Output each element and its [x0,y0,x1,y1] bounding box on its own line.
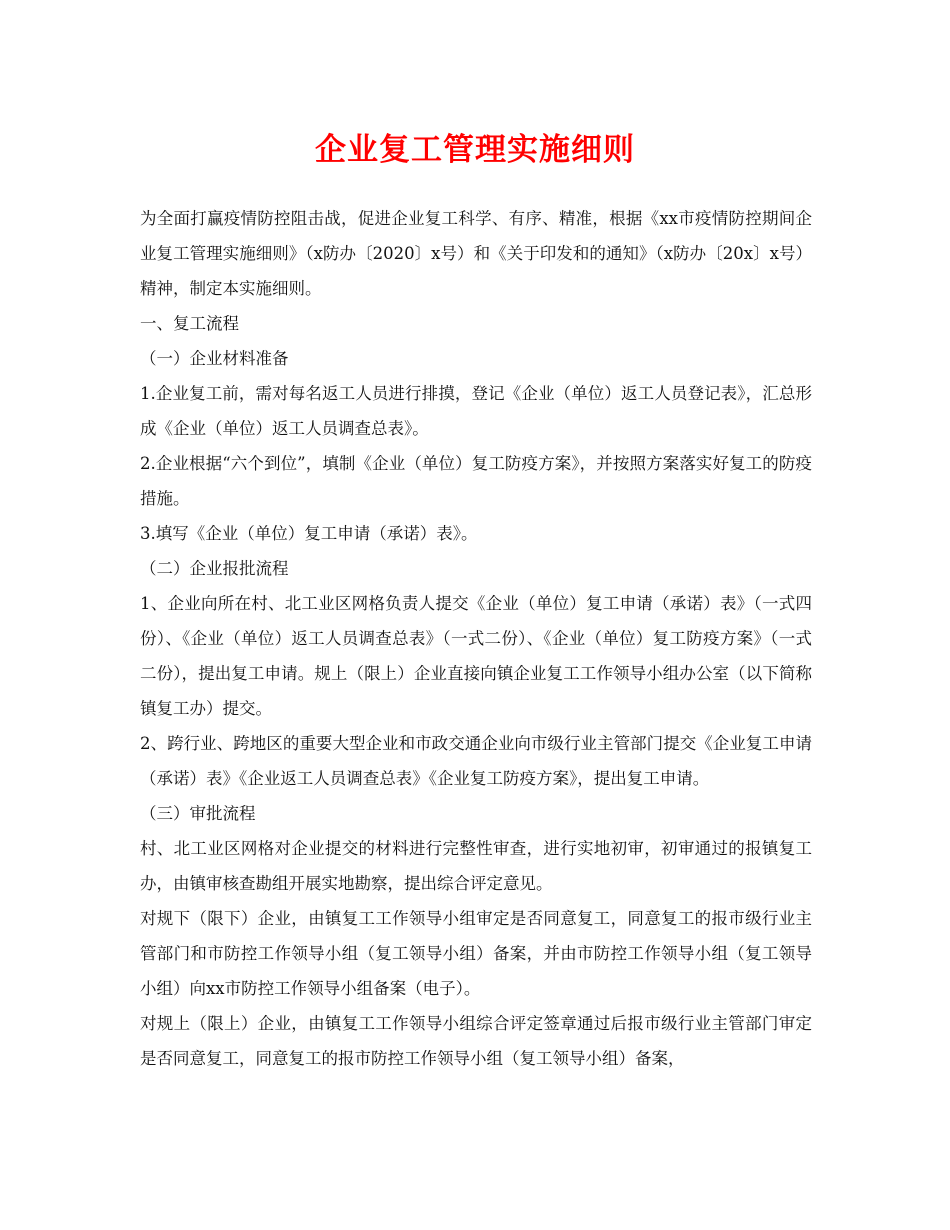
body-paragraph: 对规上（限上）企业，由镇复工工作领导小组综合评定签章通过后报市级行业主管部门审定是否同意复工，同意复工的报市防控工作领导小组（复工领导小组）备案， [140,1014,812,1068]
subsection-heading: （三）审批流程 [140,804,256,823]
list-item: 2.企业根据“六个到位”，填制《企业（单位）复工防疫方案》，并按照方案落实好复工的防疫措施。 [140,454,812,508]
body-paragraph: 村、北工业区网格对企业提交的材料进行完整性审查，进行实地初审，初审通过的报镇复工办，由镇审核查勘组开展实地勘察，提出综合评定意见。 [140,839,812,893]
subsection-heading: （一）企业材料准备 [140,349,289,368]
document-title: 企业复工管理实施细则 [315,132,635,168]
subsection-heading: （二）企业报批流程 [140,559,289,578]
list-item: 1.企业复工前，需对每名返工人员进行排摸，登记《企业（单位）返工人员登记表》，汇总形成《企业（单位）返工人员调查总表》。 [140,384,812,438]
section-heading: 一、复工流程 [140,314,239,333]
intro-paragraph: 为全面打赢疫情防控阻击战，促进企业复工科学、有序、精准，根据《xx市疫情防控期间企业复工管理实施细则》（x防办〔2020〕x号）和《关于印发和的通知》（x防办〔20x〕x号）精神，制定本实施细则。 [140,209,812,298]
document-body [140,201,812,1076]
list-item: 3.填写《企业（单位）复工申请（承诺）表》。 [140,524,478,543]
body-paragraph: 对规下（限下）企业，由镇复工工作领导小组审定是否同意复工，同意复工的报市级行业主管部门和市防控工作领导小组（复工领导小组）备案，并由市防控工作领导小组（复工领导小组）向xx市防控工作领导小组备案（电子）。 [140,909,812,998]
list-item: 1、企业向所在村、北工业区网格负责人提交《企业（单位）复工申请（承诺）表》（一式四份）、《企业（单位）返工人员调查总表》（一式二份）、《企业（单位）复工防疫方案》（一式二份），提出复工申请。规上（限上）企业直接向镇企业复工工作领导小组办公室（以下简称镇复工办）提交。 [140,594,812,718]
list-item: 2、跨行业、跨地区的重要大型企业和市政交通企业向市级行业主管部门提交《企业复工申请（承诺）表》《企业返工人员调查总表》《企业复工防疫方案》，提出复工申请。 [140,734,812,788]
